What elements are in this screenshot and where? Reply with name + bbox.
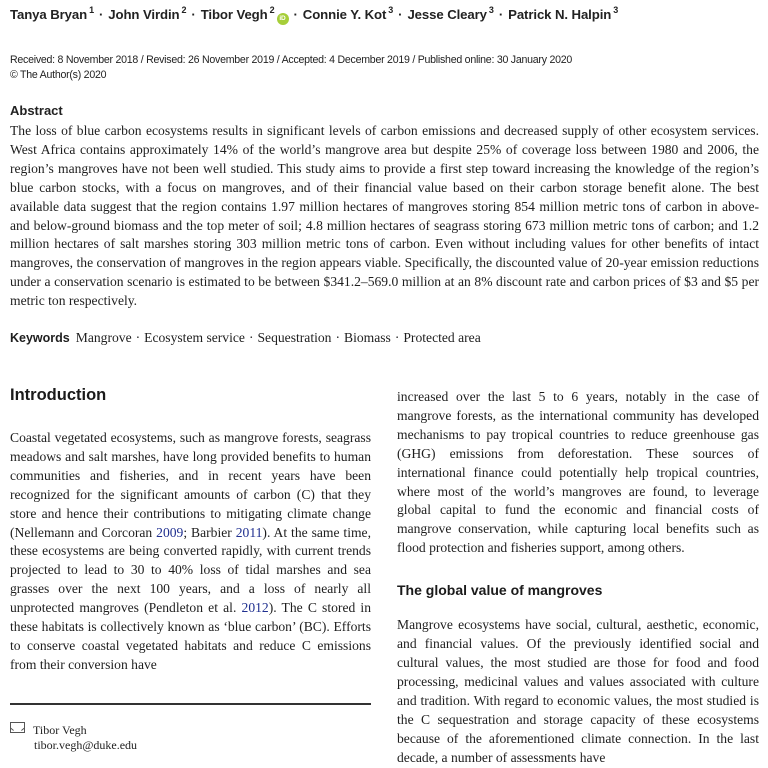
author[interactable]: Jesse Cleary $^3$ — [407, 5, 494, 23]
text-run: ; Barbier — [183, 524, 236, 540]
keywords-label: Keywords — [10, 331, 70, 345]
text-run: ). The C stored in these habitats is collectively known as ‘blue carbon’ (BC). Efforts to conserve coastal vegetated habitats and reduce C emissions from their conversion have — [10, 600, 371, 672]
abstract-text: The loss of blue carbon ecosystems results in significant levels of carbon emissions and decreased supply of other ecosystem services. West Africa contains approximately 14% of the world’s mangrove area but despite 25% of coverage loss between 1980 and 2006, the region’s mangroves have not been well studied. This study aims to provide a first step toward increasing the knowledge of the region’s blue carbon stocks, with a focus on mangroves, and of their financial value based on their carbon storage benefit alone. The best available data suggest that the region contains 1.97 million hectares of mangroves storing 854 million metric tons of carbon in above- and below-ground biomass and the top meter of soil; 4.8 million hectares of seagrass storing 673 million metric tons of carbon; and 1.2 million hectares of salt marshes storing 303 million metric tons of carbon. Even without including values for other benefits of intact mangroves, the conservation of mangroves in the region appears viable. Specifically, the discounted value of 20-year emission reductions under a conservation scenario is estimated to be between $341.2–569.0 million at an 8% discount rate and carbon prices of $3 and $5 per metric ton respectively. — [10, 123, 759, 309]
author-separator: · — [293, 7, 298, 23]
left-column — [10, 386, 371, 675]
publication-history — [10, 53, 572, 83]
corresponding-email[interactable]: tibor.vegh@duke.edu — [34, 738, 138, 752]
author-separator: · — [398, 7, 403, 23]
keyword-separator: · — [394, 330, 400, 345]
corresponding-name: Tibor Vegh — [33, 723, 87, 737]
author[interactable]: Tibor Vegh $^2$ — [200, 5, 275, 23]
text-run: ). At the same time, these ecosystems are being converted rapidly, with current trends projected to lead to 30 to 40% loss of tidal marshes and sea grasses over the next 100 years, and a loss of nearly all unprotected mangroves (Pendleton et al. — [10, 524, 371, 616]
author-list — [10, 6, 618, 25]
global-value-paragraph: Mangrove ecosystems have social, cultural, aesthetic, economic, and financial values. Of the previously identified social and cultural values, the most studied are those for food and food processing, medicinal values and values associated with culture and tradition. With regard to economic values, the most studied is the C sequestration and storage capacity of these ecosystems because of the aforementioned climate connection. In the last decade, a number of assessments have — [397, 617, 759, 765]
copyright-line: © The Author(s) 2020 — [10, 69, 107, 81]
abstract-heading: Abstract — [10, 103, 63, 118]
keyword-separator: · — [248, 330, 254, 345]
introduction-paragraph — [10, 429, 371, 675]
author[interactable]: John Virdin $^2$ — [108, 5, 187, 23]
author[interactable]: Connie Y. Kot $^3$ — [302, 5, 394, 23]
citation-link[interactable]: 2012 — [241, 600, 269, 616]
author-separator: · — [191, 7, 196, 23]
keyword-separator: · — [335, 330, 341, 345]
author-separator: · — [498, 7, 504, 23]
right-column — [397, 386, 759, 767]
author[interactable]: Tanya Bryan $^1$ — [10, 5, 94, 23]
keyword: Biomass — [344, 330, 391, 345]
corresponding-author — [10, 722, 137, 753]
keywords — [10, 330, 481, 346]
keyword: Mangrove — [75, 330, 132, 345]
continued-paragraph: increased over the last 5 to 6 years, notably in the case of mangrove forests, as the international community has developed mechanisms to pay tropical countries to reduce greenhouse gas (GHG) emissions from deforestation. These sources of international finance could potentially help tropical countries, where most of the world’s mangroves are found, to leverage global capital to fund the economic and financial costs of mangrove conservation, while capturing local benefits such as flood protection and fisheries support, among others. — [397, 389, 759, 556]
keyword: Sequestration — [257, 330, 332, 345]
subsection-heading: The global value of mangroves — [397, 582, 603, 599]
citation-link[interactable]: 2009 — [156, 524, 184, 540]
citation-link[interactable]: 2011 — [235, 524, 263, 540]
text-run: Coastal vegetated ecosystems, such as mangrove forests, seagrass meadows and salt marshes, have long provided benefits to human communities and fisheries, and in recent years have been recognized for the significant amounts of carbon (C) that they store and hence their contributions to mitigating climate change (Nellemann and Corcoran — [10, 430, 371, 540]
keyword: Ecosystem service — [144, 330, 245, 345]
footnote-divider — [10, 703, 371, 705]
envelope-icon — [10, 722, 25, 733]
author-separator: · — [98, 7, 104, 23]
author[interactable]: Patrick N. Halpin $^3$ — [508, 5, 619, 23]
orcid-icon[interactable]: iD — [277, 13, 289, 25]
keyword-separator: · — [135, 330, 141, 345]
introduction-heading: Introduction — [10, 386, 107, 404]
keyword: Protected area — [403, 330, 481, 345]
dates-line: Received: 8 November 2018 / Revised: 26 November 2019 / Accepted: 4 December 2019 / Published online: 30 January 2020 — [10, 54, 573, 66]
